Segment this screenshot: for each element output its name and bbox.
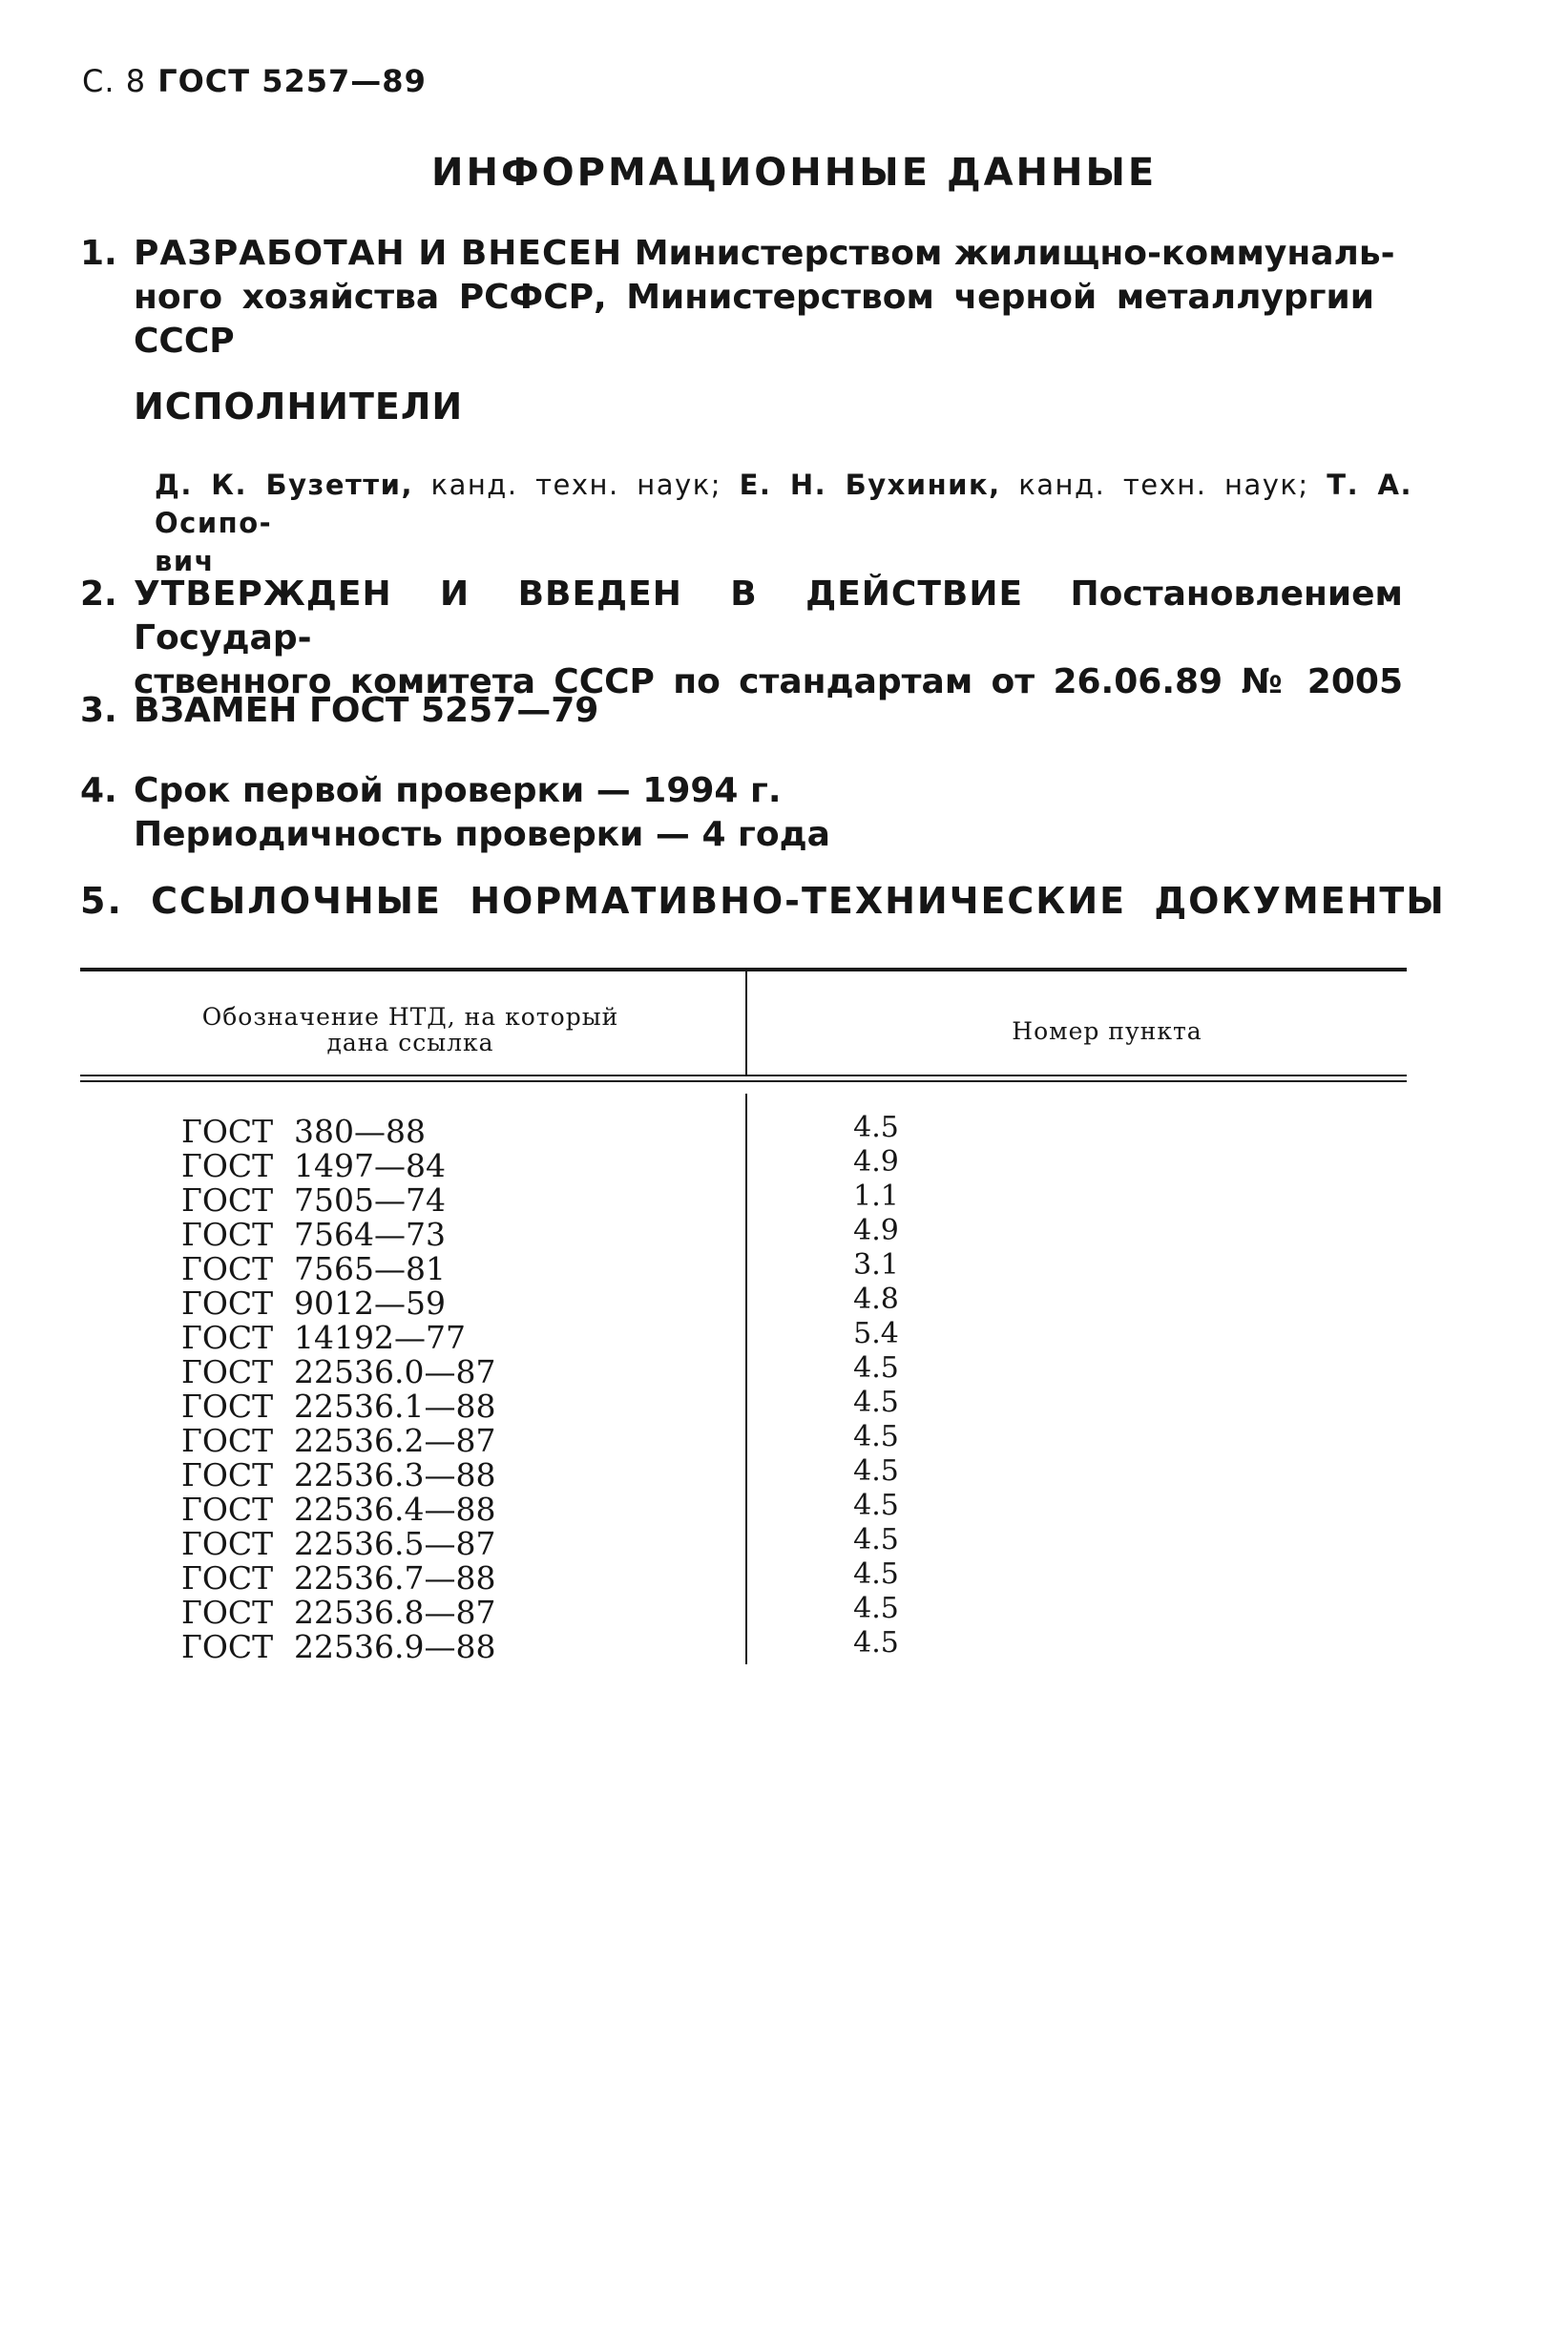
executor-name-continued: вич bbox=[155, 545, 216, 577]
table-row bbox=[181, 1493, 495, 1527]
executor-name: Т. А. Осипо- bbox=[155, 469, 1412, 539]
doc-number: 380—88 bbox=[294, 1113, 426, 1150]
item-lead: РАЗРАБОТАН И ВНЕСЕН bbox=[134, 234, 623, 273]
table-row bbox=[181, 1389, 495, 1424]
table-row bbox=[181, 1183, 495, 1218]
doc-number: 1497—84 bbox=[294, 1147, 446, 1184]
table-row bbox=[181, 1149, 495, 1183]
doc-number: 7564—73 bbox=[294, 1216, 446, 1253]
item-replaces bbox=[80, 689, 1416, 733]
clause-number: 4.5 bbox=[853, 1592, 899, 1625]
references-heading: ССЫЛОЧНЫЕ НОРМАТИВНО-ТЕХНИЧЕСКИЕ ДОКУМЕНТЫ bbox=[151, 880, 1446, 922]
standard-code: ГОСТ 5257—89 bbox=[157, 63, 427, 99]
item-line: Срок первой проверки — 1994 г. bbox=[134, 771, 782, 810]
item-references bbox=[80, 880, 1446, 922]
doc-prefix: ГОСТ bbox=[181, 1628, 274, 1665]
doc-number: 22536.2—87 bbox=[294, 1422, 496, 1459]
doc-prefix: ГОСТ bbox=[181, 1456, 274, 1493]
doc-prefix: ГОСТ bbox=[181, 1147, 274, 1184]
doc-prefix: ГОСТ bbox=[181, 1594, 274, 1631]
doc-number: 14192—77 bbox=[294, 1319, 466, 1356]
doc-prefix: ГОСТ bbox=[181, 1181, 274, 1219]
clause-number: 4.5 bbox=[853, 1386, 899, 1419]
doc-number: 22536.4—88 bbox=[294, 1491, 496, 1528]
table-row bbox=[181, 1527, 495, 1561]
doc-prefix: ГОСТ bbox=[181, 1250, 274, 1287]
table-row bbox=[181, 1252, 495, 1286]
clause-number: 3.1 bbox=[853, 1248, 899, 1282]
clause-number: 1.1 bbox=[853, 1180, 899, 1213]
table-column-divider bbox=[745, 1094, 747, 1664]
executors-heading: ИСПОЛНИТЕЛИ bbox=[134, 386, 464, 428]
clause-number: 5.4 bbox=[853, 1317, 899, 1350]
doc-prefix: ГОСТ bbox=[181, 1559, 274, 1597]
clause-number: 4.5 bbox=[853, 1557, 899, 1591]
item-line: ного хозяйства РСФСР, Министерством черной металлургии bbox=[134, 278, 1374, 317]
table-row bbox=[181, 1424, 495, 1458]
item-number: 5. bbox=[80, 880, 123, 922]
clause-numbers bbox=[847, 1111, 905, 1660]
item-text: Постановлением Государ- bbox=[134, 574, 1403, 658]
item-approved bbox=[80, 573, 1416, 704]
doc-prefix: ГОСТ bbox=[181, 1319, 274, 1356]
table-top-rule bbox=[80, 968, 1407, 971]
table-header-divider bbox=[745, 971, 747, 1075]
doc-number: 22536.1—88 bbox=[294, 1388, 496, 1425]
item-review bbox=[80, 769, 1416, 857]
doc-prefix: ГОСТ bbox=[181, 1353, 274, 1390]
doc-number: 9012—59 bbox=[294, 1284, 446, 1322]
clause-number: 4.9 bbox=[853, 1214, 899, 1247]
executors-list bbox=[155, 466, 1412, 580]
clause-number: 4.5 bbox=[853, 1351, 899, 1385]
item-number: 1. bbox=[80, 234, 117, 273]
item-lead: УТВЕРЖДЕН И ВВЕДЕН В ДЕЙСТВИЕ bbox=[134, 574, 1024, 614]
clause-number: 4.5 bbox=[853, 1420, 899, 1453]
executor-name: Е. Н. Бухиник, bbox=[739, 469, 1001, 501]
table-row bbox=[181, 1355, 495, 1389]
clause-number: 4.5 bbox=[853, 1489, 899, 1522]
page-number: С. 8 bbox=[82, 63, 147, 99]
doc-number: 7505—74 bbox=[294, 1181, 446, 1219]
doc-prefix: ГОСТ bbox=[181, 1525, 274, 1562]
table-row bbox=[181, 1321, 495, 1355]
doc-number: 22536.9—88 bbox=[294, 1628, 496, 1665]
column-header-clause: Номер пункта bbox=[1012, 1017, 1202, 1045]
clause-number: 4.8 bbox=[853, 1283, 899, 1316]
table-header-rule-double bbox=[80, 1080, 1407, 1082]
doc-prefix: ГОСТ bbox=[181, 1388, 274, 1425]
reference-documents bbox=[181, 1115, 495, 1664]
table-row bbox=[181, 1286, 495, 1321]
column-header-document bbox=[143, 1004, 678, 1055]
table-header-rule bbox=[80, 1075, 1407, 1076]
doc-prefix: ГОСТ bbox=[181, 1284, 274, 1322]
doc-prefix: ГОСТ bbox=[181, 1216, 274, 1253]
document-title: ИНФОРМАЦИОННЫЕ ДАННЫЕ bbox=[431, 151, 1158, 195]
item-line bbox=[134, 232, 1403, 276]
running-header bbox=[82, 63, 427, 99]
clause-number: 4.5 bbox=[853, 1626, 899, 1660]
clause-number: 4.5 bbox=[853, 1454, 899, 1488]
doc-number: 22536.5—87 bbox=[294, 1525, 496, 1562]
clause-number: 4.9 bbox=[853, 1145, 899, 1179]
doc-prefix: ГОСТ bbox=[181, 1422, 274, 1459]
item-line: Периодичность проверки — 4 года bbox=[134, 815, 830, 854]
item-line bbox=[134, 573, 1403, 660]
table-row bbox=[181, 1630, 495, 1664]
item-number: 3. bbox=[80, 691, 117, 730]
executor-degree: канд. техн. наук; bbox=[1018, 469, 1309, 501]
executor-name: Д. К. Бузетти, bbox=[155, 469, 413, 501]
item-text: ВЗАМЕН ГОСТ 5257—79 bbox=[134, 691, 599, 730]
doc-number: 22536.0—87 bbox=[294, 1353, 496, 1390]
clause-number: 4.5 bbox=[853, 1523, 899, 1556]
table-row bbox=[181, 1596, 495, 1630]
item-number: 2. bbox=[80, 574, 117, 614]
item-developed-by bbox=[80, 232, 1416, 364]
item-line: ственного комитета СССР по стандартам от 26.06.89 № 2005 bbox=[134, 662, 1403, 701]
table-row bbox=[181, 1561, 495, 1596]
doc-number: 22536.8—87 bbox=[294, 1594, 496, 1631]
clause-number: 4.5 bbox=[853, 1111, 899, 1144]
doc-prefix: ГОСТ bbox=[181, 1113, 274, 1150]
doc-number: 7565—81 bbox=[294, 1250, 446, 1287]
item-line: СССР bbox=[134, 322, 235, 361]
item-text: Министерством жилищно-коммуналь- bbox=[634, 234, 1395, 273]
doc-prefix: ГОСТ bbox=[181, 1491, 274, 1528]
table-row bbox=[181, 1218, 495, 1252]
doc-number: 22536.7—88 bbox=[294, 1559, 496, 1597]
doc-number: 22536.3—88 bbox=[294, 1456, 496, 1493]
column-header-line: дана ссылка bbox=[326, 1029, 494, 1056]
table-row bbox=[181, 1115, 495, 1149]
item-number: 4. bbox=[80, 771, 117, 810]
executor-degree: канд. техн. наук; bbox=[430, 469, 721, 501]
column-header-line: Обозначение НТД, на который bbox=[201, 1003, 619, 1031]
table-row bbox=[181, 1458, 495, 1493]
